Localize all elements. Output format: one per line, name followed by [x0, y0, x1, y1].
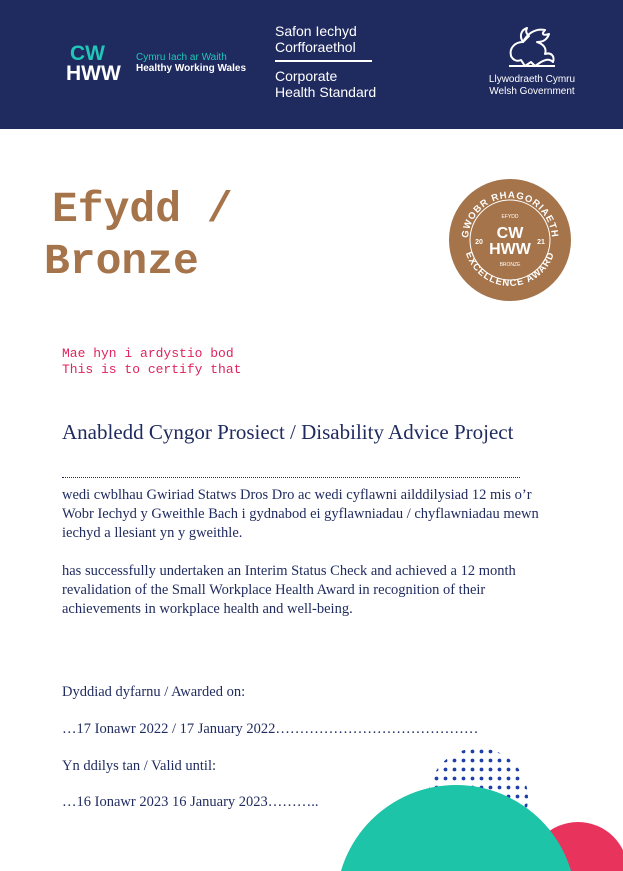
badge-small-bottom: BRONZE	[499, 262, 521, 268]
achievement-text-english: has successfully undertaken an Interim Status Check and achieved a 12 month revalidation of the Small Workplace Health Award in recognition of their achievements in workplace health and well-being.	[62, 563, 516, 617]
cww-logo-text	[136, 52, 246, 74]
certify-welsh: Mae hyn i ardystio bod	[62, 346, 234, 361]
standard-welsh-line1: Safon Iechyd	[275, 23, 357, 39]
standard-divider	[275, 60, 372, 62]
name-dotted-line	[62, 470, 520, 478]
certify-english: This is to certify that	[62, 362, 242, 377]
standard-english-line1: Corporate	[275, 68, 338, 84]
valid-until-date: …16 Ionawr 2023 16 January 2023………..	[62, 794, 319, 810]
teal-circle-decoration	[336, 785, 576, 871]
valid-until-label: Yn ddilys tan / Valid until:	[62, 758, 216, 774]
standard-welsh-line2: Corfforaethol	[275, 39, 356, 55]
achievement-text-welsh: wedi cwblhau Gwiriad Statws Dros Dro ac wedi cyflawni ailddilysiad 12 mis o’r Wobr Iechyd y Gweithle Bach i gydnabod ei gyflawniadau / chyflawniadau mewn iechyd a llesiant yn y gweithle.	[62, 487, 539, 541]
badge-ring-bottom: EXCELLENCE AWARD	[462, 250, 558, 290]
gov-name-english: Welsh Government	[489, 86, 575, 97]
badge-hww-icon: HWW	[489, 241, 531, 258]
badge-ring-top: GWOBR RHAGORIAETH	[459, 189, 561, 239]
welsh-government-logo	[487, 22, 577, 98]
logo-text-welsh: Cymru Iach ar Waith	[136, 52, 227, 63]
svg-text:HWW: HWW	[66, 62, 121, 84]
standard-english-line2: Health Standard	[275, 84, 377, 100]
organisation-name: Anabledd Cyngor Prosiect / Disability Advice Project	[62, 420, 514, 444]
dot-pattern-decoration	[426, 746, 536, 856]
svg-text:CW: CW	[70, 42, 105, 65]
badge-year-right: 21	[537, 239, 545, 246]
certify-statement	[62, 346, 241, 378]
dragon-icon	[501, 22, 563, 70]
award-level-title	[44, 184, 233, 288]
pink-circle-decoration	[528, 822, 623, 871]
header-banner	[0, 0, 623, 129]
badge-year-left: 20	[475, 239, 483, 246]
excellence-award-badge	[448, 178, 572, 302]
logo-text-english: Healthy Working Wales	[136, 63, 247, 74]
title-english: Bronze	[44, 237, 199, 286]
title-welsh: Efydd /	[52, 185, 233, 234]
corporate-health-standard	[275, 23, 376, 100]
awarded-on-label: Dyddiad dyfarnu / Awarded on:	[62, 684, 246, 700]
badge-small-top: EFYDD	[501, 214, 519, 220]
cww-logo-icon	[66, 42, 128, 84]
badge-cw-icon: CW	[496, 225, 524, 242]
gov-name-welsh: Llywodraeth Cymru	[488, 74, 576, 85]
awarded-on-date: …17 Ionawr 2022 / 17 January 2022……………………………………	[62, 721, 479, 737]
